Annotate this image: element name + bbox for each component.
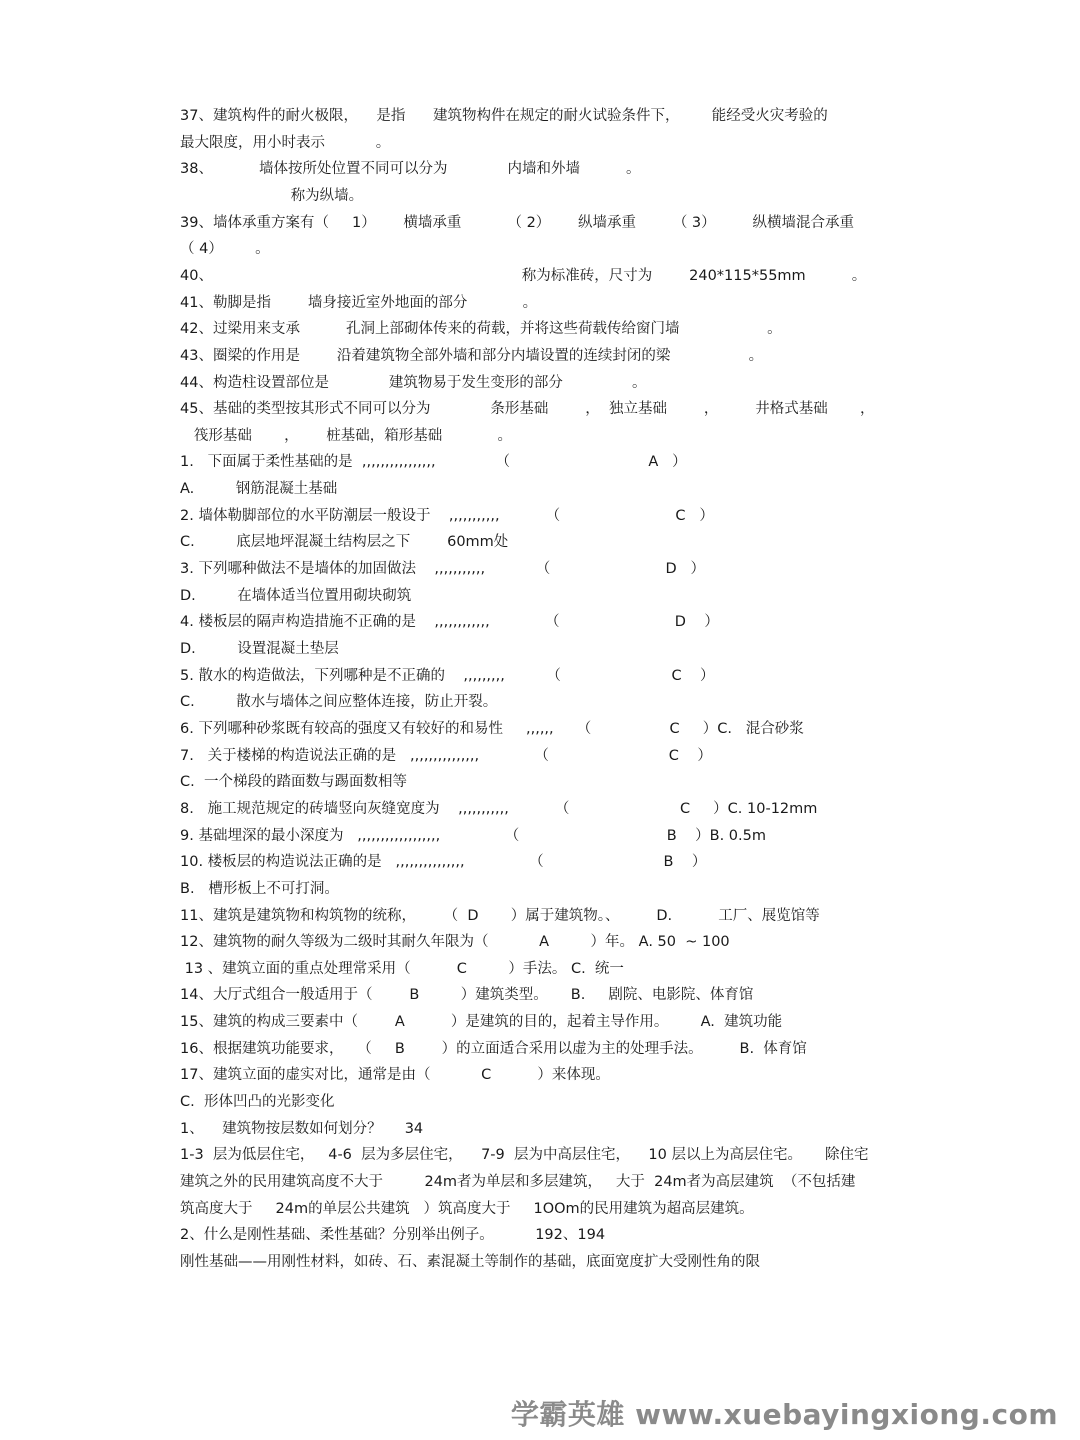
text-line: 8. 施工规范规定的砖墙竖向灰缝宽度为 ,,,,,,,,,,, （ C ）C. 10-12mm — [180, 800, 818, 817]
text-line: 刚性基础——用刚性材料，如砖、石、素混凝土等制作的基础，底面宽度扩大受刚性角的限 — [180, 1254, 760, 1270]
text-line: 14、大厅式组合一般适用于（ B ）建筑类型。 B. 剧院、电影院、体育馆 — [180, 987, 754, 1004]
text-line: （ 4） 。 — [180, 241, 270, 258]
text-line: 17、建筑立面的虚实对比，通常是由（ C ）来体现。 — [180, 1067, 610, 1084]
text-line: C. 底层地坪混凝土结构层之下 60mm处 — [180, 534, 509, 551]
watermark: 学霸英雄 www.xuebayingxiong.com — [510, 1398, 1058, 1431]
text-line: C. 散水与墙体之间应整体连接，防止开裂。 — [180, 694, 498, 711]
text-line: 最大限度，用小时表示 。 — [180, 134, 391, 151]
text-line: 称为纵墙。 — [180, 187, 364, 204]
text-line: 9. 基础埋深的最小深度为 ,,,,,,,,,,,,,,,,,, （ B ）B. 0.5m — [180, 827, 766, 844]
text-line: 1、 建筑物按层数如何划分？ 34 — [180, 1120, 424, 1137]
text-line: 11、建筑是建筑物和构筑物的统称， （ D ）属于建筑物。、 D. 工厂、展览馆等 — [180, 907, 820, 924]
text-line: 12、建筑物的耐久等级为二级时其耐久年限为（ A ）年。 A. 50 ~ 100 — [180, 934, 730, 951]
text-line: 1-3 层为低层住宅， 4-6 层为多层住宅， 7-9 层为中高层住宅， 10 层以上为高层住宅。 除住宅 — [180, 1147, 869, 1164]
text-line: C. 形体凹凸的光影变化 — [180, 1094, 335, 1110]
text-line: D. 设置混凝土垫层 — [180, 641, 339, 657]
text-line: 6. 下列哪种砂浆既有较高的强度又有较好的和易性 ,,,,,, （ C ）C. 混合砂浆 — [180, 720, 804, 737]
text-line: 5. 散水的构造做法，下列哪种是不正确的 ,,,,,,,,, （ C ） — [180, 667, 715, 684]
text-line: 37、建筑构件的耐火极限， 是指 建筑物构件在规定的耐火试验条件下， 能经受火灾考验的 — [180, 108, 828, 124]
text-line: 40、 称为标准砖，尺寸为 240*115*55mm 。 — [180, 267, 867, 284]
text-line: 2、什么是刚性基础、柔性基础？分别举出例子。 192、194 — [180, 1227, 606, 1244]
text-line: 2. 墙体勒脚部位的水平防潮层一般设于 ,,,,,,,,,,, （ C ） — [180, 507, 714, 524]
text-line: 44、构造柱设置部位是 建筑物易于发生变形的部分 。 — [180, 374, 647, 391]
text-line: 38、 墙体按所处位置不同可以分为 内墙和外墙 。 — [180, 161, 641, 178]
text-line: 41、勒脚是指 墙身接近室外地面的部分 。 — [180, 294, 538, 311]
text-line: 1. 下面属于柔性基础的是 ,,,,,,,,,,,,,,,, （ A ） — [180, 454, 687, 471]
text-line: 42、过梁用来支承 孔洞上部砌体传来的荷载，并将这些荷载传给窗门墙 。 — [180, 321, 782, 338]
text-line: 43、圈梁的作用是 沿着建筑物全部外墙和部分内墙设置的连续封闭的梁 。 — [180, 347, 764, 364]
text-line: 15、建筑的构成三要素中（ A ）是建筑的目的，起着主导作用。 A. 建筑功能 — [180, 1014, 783, 1031]
text-line: 45、基础的类型按其形式不同可以分为 条形基础 ， 独立基础 ， 井格式基础 ， — [180, 401, 875, 418]
text-line: C. 一个梯段的踏面数与踢面数相等 — [180, 774, 407, 791]
text-line: 4. 楼板层的隔声构造措施不正确的是 ,,,,,,,,,,,, （ D ） — [180, 614, 719, 631]
text-line: 10. 楼板层的构造说法正确的是 ,,,,,,,,,,,,,,, （ B ） — [180, 854, 707, 871]
text-line: 3. 下列哪种做法不是墙体的加固做法 ,,,,,,,,,,, （ D ） — [180, 561, 706, 577]
text-line: 7. 关于楼梯的构造说法正确的是 ,,,,,,,,,,,,,,, （ C ） — [180, 747, 712, 764]
text-line: 39、墙体承重方案有（ 1） 横墙承重 （ 2） 纵墙承重 （ 3） 纵横墙混合承重 — [180, 214, 855, 231]
text-line: 筏形基础 ， 桩基础，箱形基础 。 — [180, 427, 513, 444]
text-line: 建筑之外的民用建筑高度不大于 24m者为单层和多层建筑， 大于 24m者为高层建筑 （不包括建 — [180, 1174, 856, 1190]
text-line: A. 钢筋混凝土基础 — [180, 481, 338, 498]
text-line: B. 槽形板上不可打洞。 — [180, 880, 339, 897]
text-line: 筑高度大于 24m的单层公共建筑 ）筑高度大于 1OOm的民用建筑为超高层建筑。 — [180, 1200, 754, 1217]
text-line: 13 、建筑立面的重点处理常采用（ C ）手法。 C. 统一 — [180, 960, 624, 977]
text-line: 16、根据建筑功能要求， （ B ）的立面适合采用以虚为主的处理手法。 B. 体育馆 — [180, 1040, 807, 1057]
text-line: D. 在墙体适当位置用砌块砌筑 — [180, 587, 412, 604]
